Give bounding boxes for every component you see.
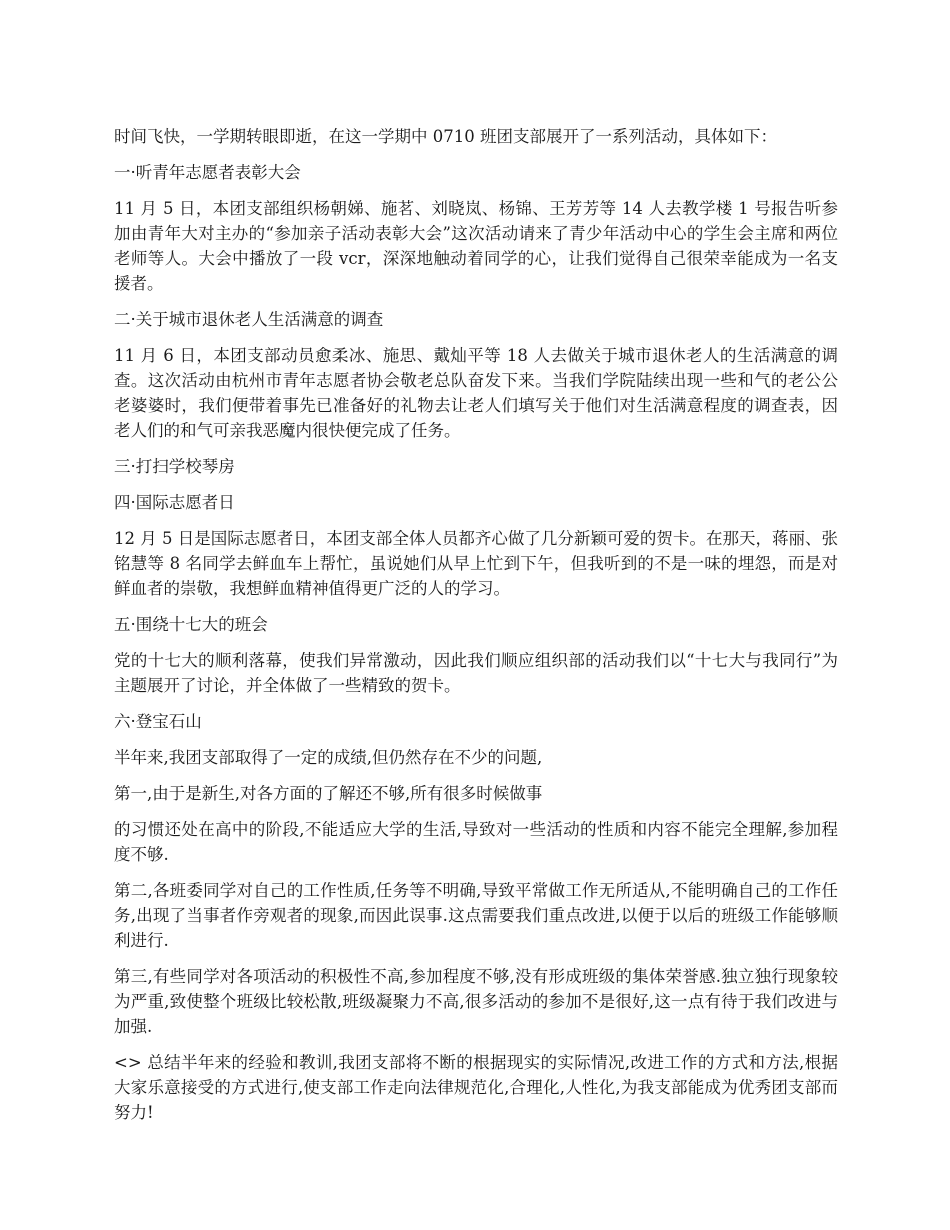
section-heading-2: 二·关于城市退休老人生活满意的调查 — [114, 310, 384, 329]
section-heading-1: 一·听青年志愿者表彰大会 — [114, 163, 301, 182]
section-heading-5: 五·围绕十七大的班会 — [114, 615, 268, 634]
section-heading-4: 四·国际志愿者日 — [114, 493, 235, 512]
problem-2-paragraph: 第二,各班委同学对自己的工作性质,任务等不明确,导致平常做工作无所适从,不能明确自己的工作任务,出现了当事者作旁观者的现象,而因此误事.这点需要我们重点改进,以便于以后的班级工作能够顺利进行. — [114, 881, 838, 950]
section-heading-6: 六·登宝石山 — [114, 712, 202, 731]
intro-paragraph: 时间飞快，一学期转眼即逝，在这一学期中 0710 班团支部展开了一系列活动，具体如下： — [114, 127, 777, 146]
section-4-paragraph: 12 月 5 日是国际志愿者日，本团支部全体人员都齐心做了几分新颖可爱的贺卡。在那天，蒋丽、张铭慧等 8 名同学去鲜血车上帮忙，虽说她们从早上忙到下午，但我听到的不是一味的埋怨，而是对鲜血者的崇敬，我想鲜血精神值得更广泛的人的学习。 — [114, 529, 838, 598]
section-1-paragraph: 11 月 5 日，本团支部组织杨朝娣、施茗、刘晓岚、杨锦、王芳芳等 14 人去教学楼 1 号报告听参加由青年大对主办的“参加亲子活动表彰大会”这次活动请来了青少年活动中心的学生会主席和两位老师等人。大会中播放了一段 vcr，深深地触动着同学的心，让我们觉得自己很荣幸能成为一名支援者。 — [114, 199, 838, 293]
section-5-paragraph: 党的十七大的顺利落幕，使我们异常激动，因此我们顺应组织部的活动我们以“十七大与我同行”为主题展开了讨论，并全体做了一些精致的贺卡。 — [114, 651, 838, 695]
summary-intro-paragraph: 半年来,我团支部取得了一定的成绩,但仍然存在不少的问题, — [114, 748, 543, 767]
section-2-paragraph: 11 月 6 日，本团支部动员愈柔冰、施思、戴灿平等 18 人去做关于城市退休老人的生活满意的调查。这次活动由杭州市青年志愿者协会敬老总队奋发下来。当我们学院陆续出现一些和气的老公公老婆婆时，我们便带着事先已准备好的礼物去让老人们填写关于他们对生活满意程度的调查表，因老人们的和气可亲我恶魔内很快便完成了任务。 — [114, 346, 838, 440]
problem-1-continued-paragraph: 的习惯还处在高中的阶段,不能适应大学的生活,导致对一些活动的性质和内容不能完全理解,参加程度不够. — [114, 820, 838, 864]
problem-3-paragraph: 第三,有些同学对各项活动的积极性不高,参加程度不够,没有形成班级的集体荣誉感.独立独行现象较为严重,致使整个班级比较松散,班级凝聚力不高,很多活动的参加不是很好,这一点有待于我们改进与加强. — [114, 967, 838, 1036]
conclusion-paragraph: <> 总结半年来的经验和教训,我团支部将不断的根据现实的实际情况,改进工作的方式和方法,根据大家乐意接受的方式进行,使支部工作走向法律规范化,合理化,人性化,为我支部能成为优秀团支部而努力! — [114, 1053, 838, 1122]
section-heading-3: 三·打扫学校琴房 — [114, 457, 235, 476]
problem-1-paragraph: 第一,由于是新生,对各方面的了解还不够,所有很多时候做事 — [114, 784, 543, 803]
document-page — [114, 124, 838, 1136]
